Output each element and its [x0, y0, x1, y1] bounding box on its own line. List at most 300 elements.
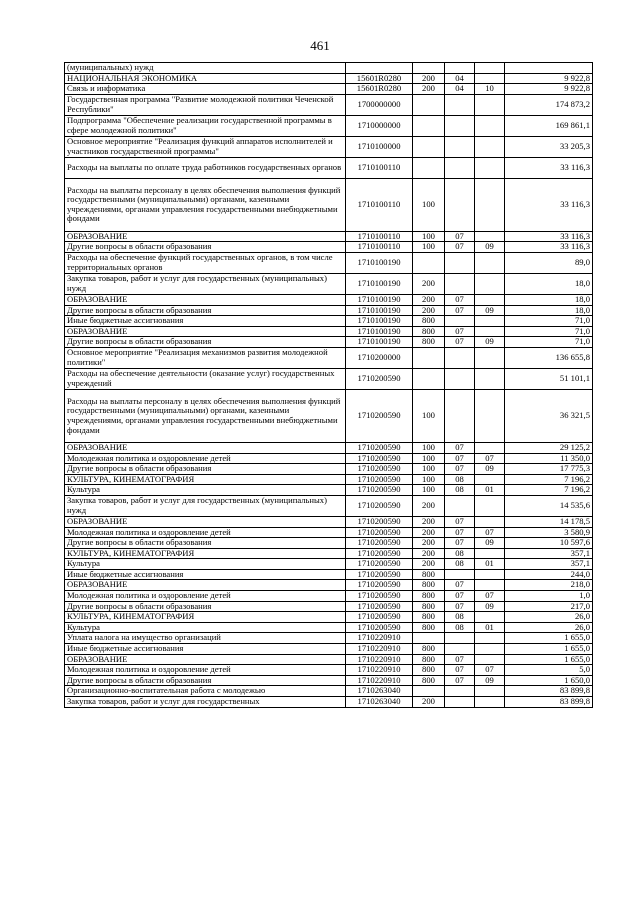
target-code-cell: 1710200590 — [346, 622, 413, 633]
row-name-cell: Уплата налога на имущество организаций — [65, 633, 346, 644]
expense-type-cell — [413, 136, 445, 157]
amount-cell: 357,1 — [505, 559, 593, 570]
subsection-cell — [475, 273, 505, 294]
row-name-cell: Расходы на выплаты персоналу в целях обеспечения выполнения функций государственными (муниципальными) органами, казенными учреждениями, органами управления государственными внебюджетными фондами — [65, 389, 346, 442]
target-code-cell: 1710263040 — [346, 697, 413, 708]
table-row — [65, 601, 593, 612]
table-row — [65, 115, 593, 136]
row-name-cell: Государственная программа "Развитие молодежной политики Чеченской Республики" — [65, 94, 346, 115]
target-code-cell: 1710100190 — [346, 294, 413, 305]
target-code-cell: 1710100190 — [346, 305, 413, 316]
expense-type-cell: 800 — [413, 591, 445, 602]
target-code-cell: 1710200590 — [346, 453, 413, 464]
expense-type-cell: 100 — [413, 178, 445, 231]
table-row — [65, 316, 593, 327]
expense-type-cell: 800 — [413, 601, 445, 612]
row-name-cell: КУЛЬТУРА, КИНЕМАТОГРАФИЯ — [65, 612, 346, 623]
subsection-cell: 07 — [475, 591, 505, 602]
amount-cell: 83 899,8 — [505, 697, 593, 708]
amount-cell: 33 116,3 — [505, 231, 593, 242]
row-name-cell: Другие вопросы в области образования — [65, 675, 346, 686]
row-name-cell: ОБРАЗОВАНИЕ — [65, 326, 346, 337]
target-code-cell: 1710200590 — [346, 538, 413, 549]
section-cell — [445, 686, 475, 697]
section-cell — [445, 368, 475, 389]
subsection-cell — [475, 115, 505, 136]
subsection-cell: 09 — [475, 242, 505, 253]
row-name-cell: Другие вопросы в области образования — [65, 337, 346, 348]
expense-type-cell: 200 — [413, 273, 445, 294]
table-row — [65, 94, 593, 115]
row-name-cell: Основное мероприятие "Реализация функций аппаратов исполнителей и участников государственной программы" — [65, 136, 346, 157]
section-cell: 07 — [445, 453, 475, 464]
table-row — [65, 63, 593, 74]
target-code-cell: 1710263040 — [346, 686, 413, 697]
subsection-cell — [475, 368, 505, 389]
subsection-cell: 09 — [475, 675, 505, 686]
budget-table — [64, 62, 593, 708]
expense-type-cell: 200 — [413, 516, 445, 527]
subsection-cell — [475, 73, 505, 84]
table-row — [65, 485, 593, 496]
table-row — [65, 633, 593, 644]
section-cell — [445, 178, 475, 231]
section-cell: 08 — [445, 559, 475, 570]
subsection-cell — [475, 442, 505, 453]
table-row — [65, 231, 593, 242]
expense-type-cell: 100 — [413, 474, 445, 485]
row-name-cell: Молодежная политика и оздоровление детей — [65, 665, 346, 676]
expense-type-cell — [413, 368, 445, 389]
table-row — [65, 675, 593, 686]
expense-type-cell: 800 — [413, 644, 445, 655]
amount-cell: 136 655,8 — [505, 347, 593, 368]
row-name-cell: Расходы на обеспечение функций государственных органов, в том числе территориальных органов — [65, 252, 346, 273]
target-code-cell: 1710220910 — [346, 633, 413, 644]
expense-type-cell: 200 — [413, 84, 445, 95]
budget-table-body — [65, 63, 593, 708]
table-row — [65, 686, 593, 697]
amount-cell: 17 775,3 — [505, 464, 593, 475]
section-cell: 07 — [445, 538, 475, 549]
target-code-cell: 1710220910 — [346, 675, 413, 686]
expense-type-cell — [413, 94, 445, 115]
table-row — [65, 326, 593, 337]
section-cell — [445, 347, 475, 368]
amount-cell: 1 650,0 — [505, 675, 593, 686]
subsection-cell — [475, 654, 505, 665]
section-cell: 07 — [445, 294, 475, 305]
expense-type-cell — [413, 115, 445, 136]
expense-type-cell — [413, 686, 445, 697]
target-code-cell: 1710000000 — [346, 115, 413, 136]
row-name-cell: Культура — [65, 485, 346, 496]
subsection-cell: 07 — [475, 665, 505, 676]
section-cell: 07 — [445, 654, 475, 665]
table-row — [65, 654, 593, 665]
expense-type-cell: 100 — [413, 464, 445, 475]
row-name-cell: Иные бюджетные ассигнования — [65, 569, 346, 580]
amount-cell: 169 861,1 — [505, 115, 593, 136]
subsection-cell — [475, 231, 505, 242]
section-cell: 07 — [445, 675, 475, 686]
row-name-cell: ОБРАЗОВАНИЕ — [65, 516, 346, 527]
target-code-cell: 1710100190 — [346, 252, 413, 273]
amount-cell: 10 597,6 — [505, 538, 593, 549]
amount-cell — [505, 63, 593, 74]
subsection-cell: 09 — [475, 601, 505, 612]
subsection-cell — [475, 136, 505, 157]
target-code-cell: 1710200590 — [346, 580, 413, 591]
section-cell — [445, 115, 475, 136]
subsection-cell — [475, 569, 505, 580]
section-cell: 07 — [445, 580, 475, 591]
table-row — [65, 644, 593, 655]
section-cell — [445, 252, 475, 273]
row-name-cell: Организационно-воспитательная работа с молодежью — [65, 686, 346, 697]
amount-cell: 244,0 — [505, 569, 593, 580]
row-name-cell: Другие вопросы в области образования — [65, 601, 346, 612]
expense-type-cell: 100 — [413, 453, 445, 464]
expense-type-cell: 200 — [413, 73, 445, 84]
section-cell — [445, 495, 475, 516]
section-cell: 07 — [445, 337, 475, 348]
target-code-cell: 1700000000 — [346, 94, 413, 115]
subsection-cell — [475, 347, 505, 368]
subsection-cell — [475, 516, 505, 527]
row-name-cell: Культура — [65, 622, 346, 633]
expense-type-cell: 800 — [413, 337, 445, 348]
table-row — [65, 559, 593, 570]
subsection-cell — [475, 474, 505, 485]
section-cell: 07 — [445, 591, 475, 602]
table-row — [65, 368, 593, 389]
expense-type-cell: 200 — [413, 305, 445, 316]
section-cell — [445, 273, 475, 294]
target-code-cell: 1710200590 — [346, 548, 413, 559]
subsection-cell: 09 — [475, 305, 505, 316]
table-row — [65, 612, 593, 623]
row-name-cell: Расходы на выплаты по оплате труда работников государственных органов — [65, 157, 346, 178]
amount-cell: 1 655,0 — [505, 654, 593, 665]
table-row — [65, 538, 593, 549]
subsection-cell — [475, 63, 505, 74]
expense-type-cell: 200 — [413, 527, 445, 538]
subsection-cell: 09 — [475, 464, 505, 475]
target-code-cell: 1710200590 — [346, 612, 413, 623]
subsection-cell — [475, 495, 505, 516]
section-cell: 08 — [445, 485, 475, 496]
table-row — [65, 242, 593, 253]
amount-cell: 1 655,0 — [505, 633, 593, 644]
section-cell — [445, 697, 475, 708]
table-row — [65, 273, 593, 294]
amount-cell: 83 899,8 — [505, 686, 593, 697]
expense-type-cell: 100 — [413, 389, 445, 442]
expense-type-cell: 200 — [413, 495, 445, 516]
subsection-cell — [475, 686, 505, 697]
row-name-cell: ОБРАЗОВАНИЕ — [65, 231, 346, 242]
amount-cell: 18,0 — [505, 305, 593, 316]
amount-cell: 26,0 — [505, 612, 593, 623]
amount-cell: 9 922,8 — [505, 84, 593, 95]
amount-cell: 14 178,5 — [505, 516, 593, 527]
section-cell: 07 — [445, 601, 475, 612]
row-name-cell: Связь и информатика — [65, 84, 346, 95]
row-name-cell: КУЛЬТУРА, КИНЕМАТОГРАФИЯ — [65, 474, 346, 485]
target-code-cell: 1710200590 — [346, 516, 413, 527]
row-name-cell: НАЦИОНАЛЬНАЯ ЭКОНОМИКА — [65, 73, 346, 84]
target-code-cell: 1710200590 — [346, 601, 413, 612]
section-cell: 07 — [445, 242, 475, 253]
target-code-cell: 1710200590 — [346, 495, 413, 516]
amount-cell: 33 116,3 — [505, 178, 593, 231]
target-code-cell: 1710100110 — [346, 157, 413, 178]
amount-cell: 33 116,3 — [505, 242, 593, 253]
target-code-cell: 1710200590 — [346, 442, 413, 453]
row-name-cell: (муниципальных) нужд — [65, 63, 346, 74]
table-row — [65, 548, 593, 559]
amount-cell: 1 655,0 — [505, 644, 593, 655]
section-cell: 07 — [445, 231, 475, 242]
subsection-cell: 01 — [475, 559, 505, 570]
subsection-cell — [475, 94, 505, 115]
amount-cell: 26,0 — [505, 622, 593, 633]
expense-type-cell: 200 — [413, 697, 445, 708]
amount-cell: 33 116,3 — [505, 157, 593, 178]
amount-cell: 71,0 — [505, 316, 593, 327]
target-code-cell: 1710100190 — [346, 326, 413, 337]
section-cell — [445, 316, 475, 327]
amount-cell: 357,1 — [505, 548, 593, 559]
subsection-cell: 01 — [475, 485, 505, 496]
expense-type-cell: 800 — [413, 326, 445, 337]
table-row — [65, 84, 593, 95]
expense-type-cell: 200 — [413, 559, 445, 570]
target-code-cell: 1710100190 — [346, 273, 413, 294]
subsection-cell — [475, 580, 505, 591]
target-code-cell: 1710220910 — [346, 654, 413, 665]
expense-type-cell: 800 — [413, 612, 445, 623]
section-cell — [445, 136, 475, 157]
subsection-cell — [475, 252, 505, 273]
section-cell — [445, 633, 475, 644]
row-name-cell: Закупка товаров, работ и услуг для государственных (муниципальных) нужд — [65, 495, 346, 516]
subsection-cell: 10 — [475, 84, 505, 95]
expense-type-cell: 800 — [413, 316, 445, 327]
subsection-cell: 07 — [475, 527, 505, 538]
table-row — [65, 305, 593, 316]
subsection-cell — [475, 178, 505, 231]
target-code-cell: 1710200590 — [346, 591, 413, 602]
section-cell: 08 — [445, 612, 475, 623]
table-row — [65, 591, 593, 602]
target-code-cell: 1710100110 — [346, 231, 413, 242]
expense-type-cell: 200 — [413, 538, 445, 549]
expense-type-cell: 800 — [413, 665, 445, 676]
target-code-cell: 1710200590 — [346, 474, 413, 485]
table-row — [65, 697, 593, 708]
target-code-cell: 1710100000 — [346, 136, 413, 157]
subsection-cell: 09 — [475, 337, 505, 348]
amount-cell: 7 196,2 — [505, 474, 593, 485]
subsection-cell — [475, 697, 505, 708]
subsection-cell — [475, 612, 505, 623]
table-row — [65, 337, 593, 348]
table-row — [65, 474, 593, 485]
expense-type-cell — [413, 633, 445, 644]
target-code-cell: 1710200590 — [346, 569, 413, 580]
row-name-cell: ОБРАЗОВАНИЕ — [65, 580, 346, 591]
row-name-cell: ОБРАЗОВАНИЕ — [65, 442, 346, 453]
amount-cell: 29 125,2 — [505, 442, 593, 453]
expense-type-cell: 200 — [413, 294, 445, 305]
expense-type-cell: 100 — [413, 442, 445, 453]
target-code-cell: 1710200590 — [346, 527, 413, 538]
amount-cell: 217,0 — [505, 601, 593, 612]
subsection-cell: 01 — [475, 622, 505, 633]
table-row — [65, 389, 593, 442]
amount-cell: 71,0 — [505, 326, 593, 337]
amount-cell: 7 196,2 — [505, 485, 593, 496]
table-row — [65, 464, 593, 475]
row-name-cell: Закупка товаров, работ и услуг для государственных (муниципальных) нужд — [65, 273, 346, 294]
expense-type-cell: 800 — [413, 654, 445, 665]
subsection-cell — [475, 157, 505, 178]
table-row — [65, 157, 593, 178]
target-code-cell: 1710100190 — [346, 316, 413, 327]
section-cell — [445, 63, 475, 74]
target-code-cell: 15601R0280 — [346, 84, 413, 95]
section-cell: 08 — [445, 622, 475, 633]
amount-cell: 51 101,1 — [505, 368, 593, 389]
amount-cell: 71,0 — [505, 337, 593, 348]
section-cell: 07 — [445, 516, 475, 527]
table-row — [65, 347, 593, 368]
section-cell — [445, 389, 475, 442]
section-cell: 07 — [445, 442, 475, 453]
subsection-cell — [475, 326, 505, 337]
row-name-cell: Иные бюджетные ассигнования — [65, 644, 346, 655]
amount-cell: 18,0 — [505, 273, 593, 294]
row-name-cell: Другие вопросы в области образования — [65, 538, 346, 549]
row-name-cell: Молодежная политика и оздоровление детей — [65, 591, 346, 602]
section-cell: 07 — [445, 527, 475, 538]
section-cell: 08 — [445, 548, 475, 559]
row-name-cell: Молодежная политика и оздоровление детей — [65, 453, 346, 464]
target-code-cell: 1710100110 — [346, 242, 413, 253]
row-name-cell: Иные бюджетные ассигнования — [65, 316, 346, 327]
section-cell — [445, 569, 475, 580]
row-name-cell: КУЛЬТУРА, КИНЕМАТОГРАФИЯ — [65, 548, 346, 559]
expense-type-cell: 100 — [413, 231, 445, 242]
subsection-cell — [475, 294, 505, 305]
row-name-cell: ОБРАЗОВАНИЕ — [65, 294, 346, 305]
section-cell: 07 — [445, 464, 475, 475]
subsection-cell — [475, 644, 505, 655]
table-row — [65, 453, 593, 464]
row-name-cell: Основное мероприятие "Реализация механизмов развития молодежной политики" — [65, 347, 346, 368]
table-row — [65, 527, 593, 538]
target-code-cell: 1710220910 — [346, 665, 413, 676]
amount-cell: 3 580,9 — [505, 527, 593, 538]
expense-type-cell — [413, 347, 445, 368]
target-code-cell: 1710200590 — [346, 559, 413, 570]
table-row — [65, 580, 593, 591]
expense-type-cell — [413, 252, 445, 273]
table-row — [65, 252, 593, 273]
expense-type-cell: 200 — [413, 548, 445, 559]
target-code-cell: 1710100190 — [346, 337, 413, 348]
table-row — [65, 294, 593, 305]
target-code-cell: 1710200590 — [346, 368, 413, 389]
amount-cell: 1,0 — [505, 591, 593, 602]
expense-type-cell — [413, 157, 445, 178]
subsection-cell — [475, 548, 505, 559]
amount-cell: 14 535,6 — [505, 495, 593, 516]
subsection-cell: 07 — [475, 453, 505, 464]
amount-cell: 5,0 — [505, 665, 593, 676]
amount-cell: 174 873,2 — [505, 94, 593, 115]
amount-cell: 11 350,0 — [505, 453, 593, 464]
expense-type-cell: 800 — [413, 569, 445, 580]
target-code-cell: 1710200590 — [346, 389, 413, 442]
row-name-cell: Культура — [65, 559, 346, 570]
row-name-cell: Молодежная политика и оздоровление детей — [65, 527, 346, 538]
row-name-cell: Другие вопросы в области образования — [65, 305, 346, 316]
row-name-cell: ОБРАЗОВАНИЕ — [65, 654, 346, 665]
row-name-cell: Расходы на выплаты персоналу в целях обеспечения выполнения функций государственными (муниципальными) органами, казенными учреждениями, органами управления государственными внебюджетными фондами — [65, 178, 346, 231]
expense-type-cell: 100 — [413, 242, 445, 253]
section-cell: 04 — [445, 73, 475, 84]
table-row — [65, 73, 593, 84]
expense-type-cell — [413, 63, 445, 74]
target-code-cell: 1710200590 — [346, 485, 413, 496]
subsection-cell — [475, 389, 505, 442]
table-row — [65, 569, 593, 580]
section-cell — [445, 94, 475, 115]
amount-cell: 18,0 — [505, 294, 593, 305]
subsection-cell — [475, 316, 505, 327]
section-cell: 08 — [445, 474, 475, 485]
section-cell: 07 — [445, 326, 475, 337]
section-cell: 07 — [445, 305, 475, 316]
section-cell — [445, 644, 475, 655]
amount-cell: 36 321,5 — [505, 389, 593, 442]
expense-type-cell: 800 — [413, 580, 445, 591]
target-code-cell: 1710200000 — [346, 347, 413, 368]
section-cell: 04 — [445, 84, 475, 95]
row-name-cell: Расходы на обеспечение деятельности (оказание услуг) государственных учреждений — [65, 368, 346, 389]
target-code-cell: 1710100110 — [346, 178, 413, 231]
target-code-cell: 15601R0280 — [346, 73, 413, 84]
table-row — [65, 442, 593, 453]
row-name-cell: Подпрограмма "Обеспечение реализации государственной программы в сфере молодежной политики" — [65, 115, 346, 136]
expense-type-cell: 100 — [413, 485, 445, 496]
row-name-cell: Другие вопросы в области образования — [65, 242, 346, 253]
section-cell — [445, 157, 475, 178]
amount-cell: 33 205,3 — [505, 136, 593, 157]
table-row — [65, 516, 593, 527]
target-code-cell — [346, 63, 413, 74]
expense-type-cell: 800 — [413, 675, 445, 686]
table-row — [65, 665, 593, 676]
subsection-cell — [475, 633, 505, 644]
row-name-cell: Закупка товаров, работ и услуг для государственных — [65, 697, 346, 708]
amount-cell: 218,0 — [505, 580, 593, 591]
table-row — [65, 495, 593, 516]
row-name-cell: Другие вопросы в области образования — [65, 464, 346, 475]
